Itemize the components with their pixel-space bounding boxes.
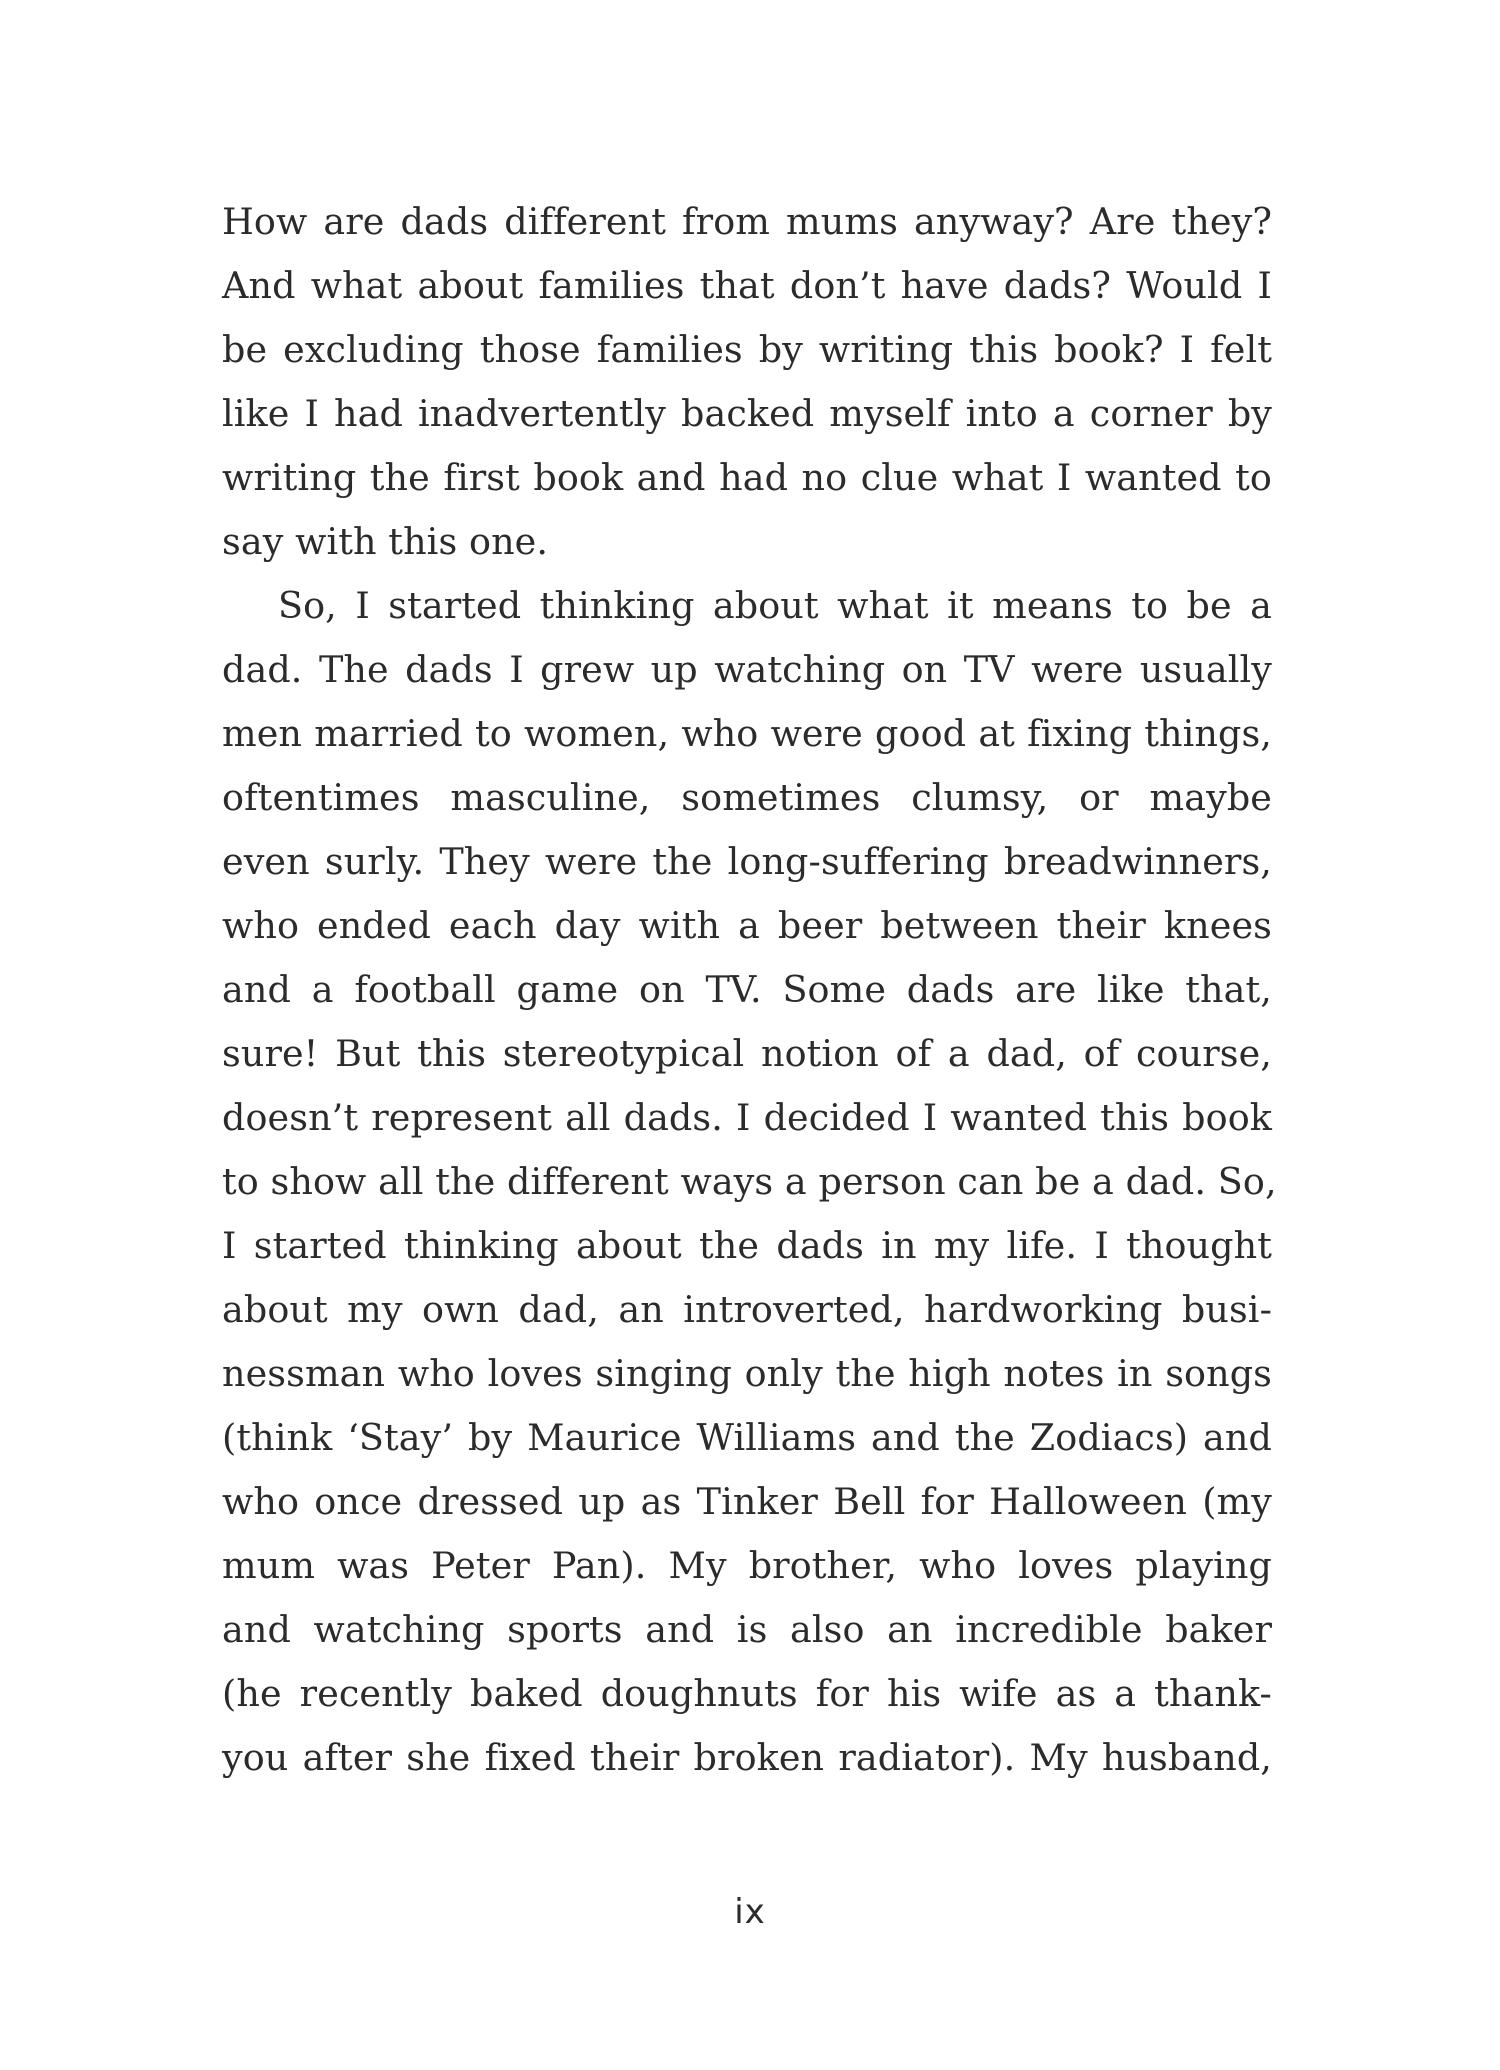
text-line: And what about families that don’t have dads? Would I <box>222 264 1272 307</box>
text-line: even surly. They were the long-suffering breadwinners, <box>222 840 1272 883</box>
body-text <box>222 190 1277 1790</box>
text-line: who ended each day with a beer between their knees <box>222 904 1272 947</box>
text-line: like I had inadvertently backed myself into a corner by <box>222 392 1272 435</box>
page-number: ix <box>734 1892 766 1932</box>
text-line: oftentimes masculine, sometimes clumsy, or maybe <box>222 776 1272 819</box>
text-line: about my own dad, an introverted, hardworking busi- <box>222 1288 1272 1331</box>
text-line: nessman who loves singing only the high notes in songs <box>222 1352 1272 1395</box>
text-line: mum was Peter Pan). My brother, who loves playing <box>222 1544 1272 1587</box>
text-line: (he recently baked doughnuts for his wife as a thank- <box>222 1672 1272 1715</box>
text-line: I started thinking about the dads in my life. I thought <box>222 1224 1272 1267</box>
text-line: say with this one. <box>222 520 549 563</box>
text-line: (think ‘Stay’ by Maurice Williams and the Zodiacs) and <box>222 1416 1272 1459</box>
text-line: be excluding those families by writing this book? I felt <box>222 328 1272 371</box>
text-line: you after she fixed their broken radiator). My husband, <box>222 1736 1272 1779</box>
text-line: who once dressed up as Tinker Bell for Halloween (my <box>222 1480 1272 1523</box>
text-line: So, I started thinking about what it means to be a <box>278 584 1272 627</box>
text-line: doesn’t represent all dads. I decided I wanted this book <box>222 1096 1272 1139</box>
text-line: to show all the different ways a person can be a dad. So, <box>222 1160 1277 1203</box>
text-line: dad. The dads I grew up watching on TV were usually <box>222 648 1272 691</box>
text-line: men married to women, who were good at fixing things, <box>222 712 1272 755</box>
text-line: sure! But this stereotypical notion of a dad, of course, <box>222 1032 1272 1075</box>
text-line: How are dads different from mums anyway? Are they? <box>222 200 1272 243</box>
text-line: and a football game on TV. Some dads are like that, <box>222 968 1272 1011</box>
text-line: writing the first book and had no clue what I wanted to <box>222 456 1272 499</box>
text-line: and watching sports and is also an incredible baker <box>222 1608 1272 1651</box>
